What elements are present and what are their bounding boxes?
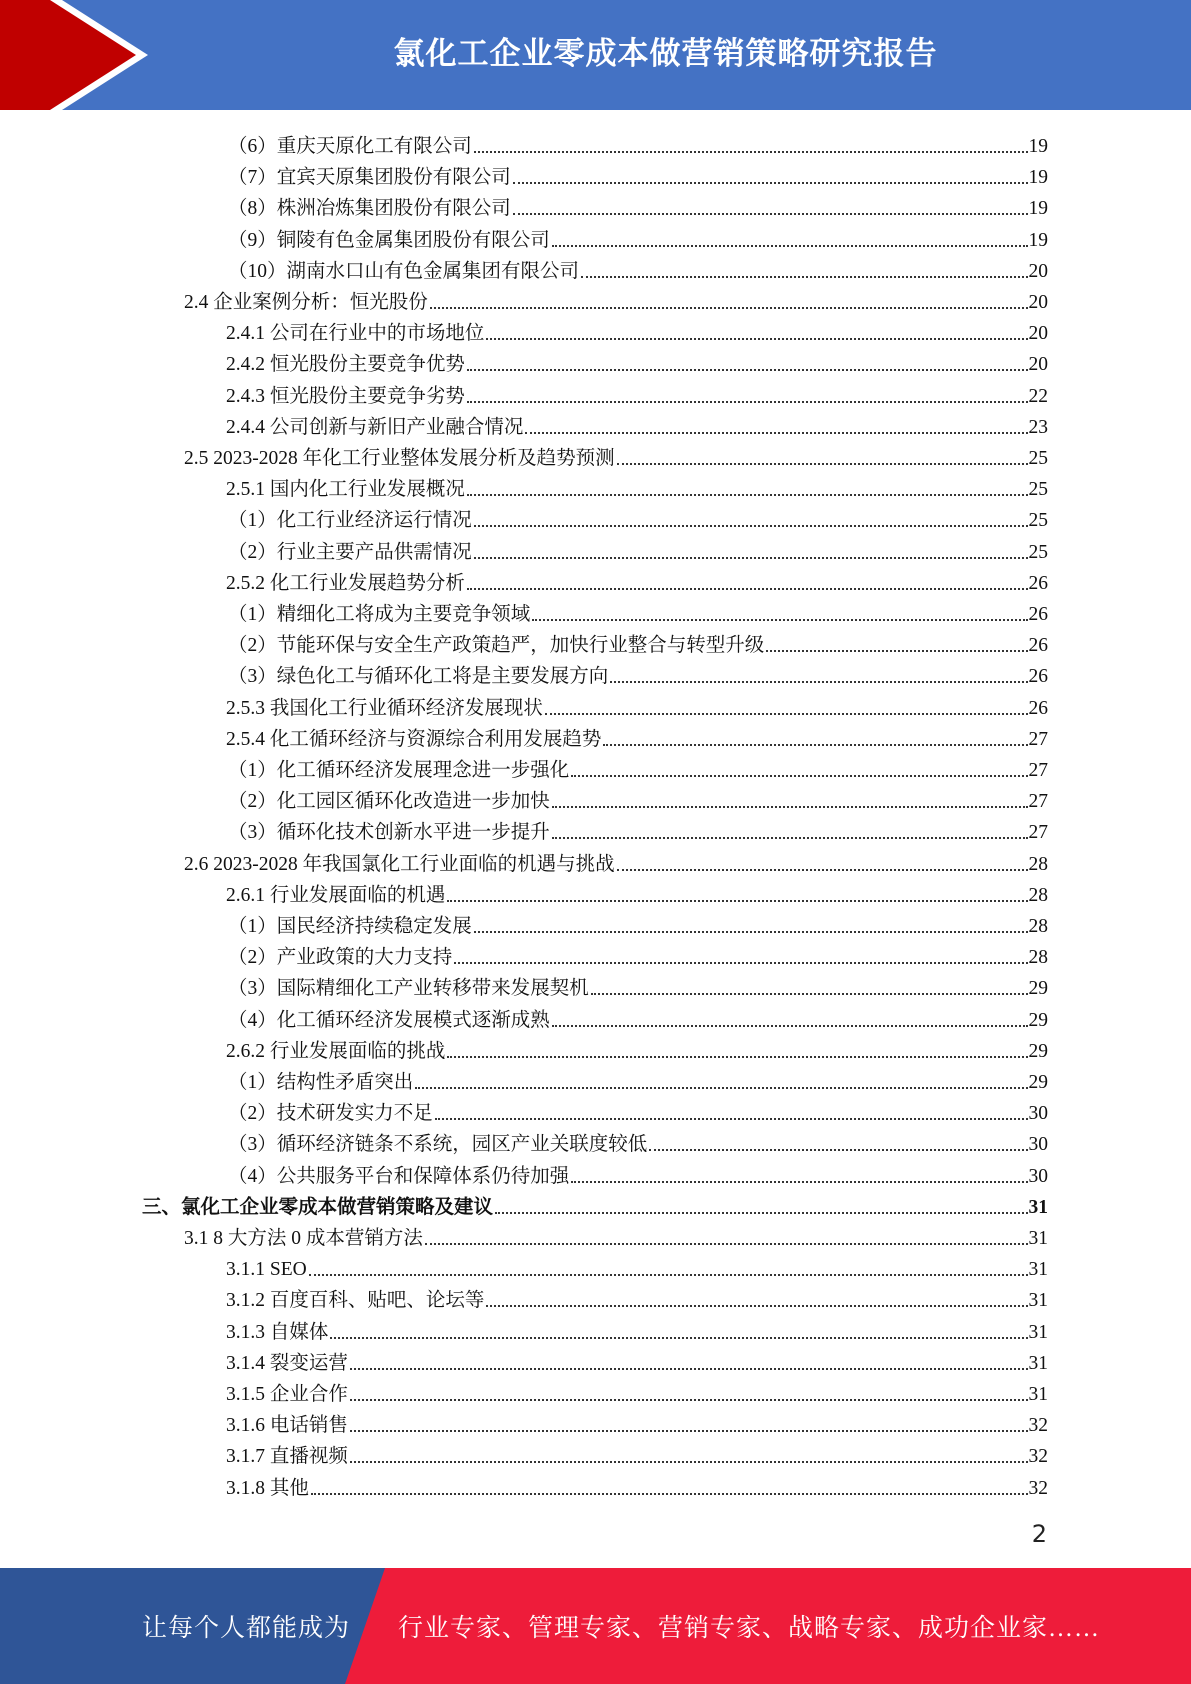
toc-dot-leader [617, 463, 1028, 465]
toc-dot-leader [474, 525, 1028, 527]
toc-dot-leader [486, 338, 1027, 340]
toc-entry-label: 3.1.4 裂变运营 [226, 1352, 348, 1374]
toc-dot-leader [350, 1368, 1028, 1370]
toc-entry[interactable] [228, 158, 1048, 189]
toc-entry-label: （1）国民经济持续稳定发展 [228, 916, 472, 937]
page-number: 2 [1031, 1520, 1047, 1548]
toc-entry-label: 2.5.3 我国化工行业循环经济发展现状 [226, 697, 543, 719]
toc-entry-page-number: 28 [1028, 947, 1048, 969]
toc-dot-leader [474, 151, 1028, 153]
toc-dot-leader [474, 931, 1028, 933]
toc-entry[interactable] [228, 252, 1048, 283]
toc-entry-label: （2）节能环保与安全生产政策趋严，加快行业整合与转型升级 [228, 635, 765, 657]
toc-entry[interactable] [226, 1250, 1048, 1281]
toc-dot-leader [552, 245, 1028, 247]
toc-dot-leader [552, 806, 1028, 808]
toc-dot-leader [350, 1399, 1028, 1401]
toc-entry-page-number: 20 [1028, 354, 1048, 376]
toc-dot-leader [552, 1025, 1028, 1027]
toc-dot-leader [467, 494, 1028, 496]
toc-entry-label: 3.1.1 SEO [226, 1259, 307, 1281]
toc-entry-page-number: 31 [1028, 1259, 1048, 1281]
toc-entry-label: （4）公共服务平台和保障体系仍待加强 [228, 1165, 570, 1187]
toc-entry[interactable] [226, 876, 1048, 907]
toc-entry-page-number: 25 [1028, 510, 1048, 532]
toc-entry-label: 2.6.2 行业发展面临的挑战 [226, 1040, 446, 1062]
toc-entry[interactable] [226, 564, 1048, 595]
toc-entry-page-number: 32 [1028, 1477, 1048, 1499]
toc-entry[interactable] [228, 938, 1048, 969]
toc-entry[interactable] [228, 1125, 1048, 1156]
toc-entry-page-number: 26 [1028, 635, 1048, 657]
toc-dot-leader [649, 1149, 1027, 1151]
toc-entry-page-number: 30 [1028, 1165, 1048, 1187]
toc-dot-leader [350, 1461, 1028, 1463]
toc-entry[interactable] [226, 1406, 1048, 1437]
toc-dot-leader [435, 1118, 1028, 1120]
toc-entry[interactable] [226, 1437, 1048, 1468]
toc-entry[interactable] [228, 189, 1048, 220]
toc-entry[interactable] [228, 1001, 1048, 1032]
toc-entry-label: 3.1.3 自媒体 [226, 1321, 329, 1343]
toc-dot-leader [571, 1181, 1027, 1183]
toc-entry-label: 2.4 企业案例分析：恒光股份 [184, 292, 428, 313]
toc-entry-label: （3）循环化技术创新水平进一步提升 [228, 822, 550, 844]
toc-entry[interactable] [226, 1469, 1048, 1500]
toc-dot-leader [525, 432, 1027, 434]
toc-entry-label: （3）绿色化工与循环化工将是主要发展方向 [228, 666, 609, 688]
toc-entry-label: 3.1.5 企业合作 [226, 1384, 348, 1405]
toc-entry-label: （2）技术研发实力不足 [228, 1103, 433, 1125]
page-footer [0, 1568, 1191, 1684]
toc-entry-page-number: 30 [1028, 1103, 1048, 1125]
toc-dot-leader [495, 1212, 1027, 1214]
toc-entry[interactable] [228, 657, 1048, 688]
toc-entry-page-number: 25 [1028, 479, 1048, 501]
toc-entry-label: （8）株洲冶炼集团股份有限公司 [228, 198, 511, 220]
toc-entry-page-number: 27 [1028, 791, 1048, 813]
toc-entry[interactable] [228, 221, 1048, 252]
toc-entry[interactable] [226, 345, 1048, 376]
toc-entry-page-number: 28 [1028, 916, 1048, 937]
toc-entry[interactable] [228, 1094, 1048, 1125]
document-title: 氯化工企业零成本做营销策略研究报告 [393, 35, 938, 72]
toc-dot-leader [309, 1274, 1028, 1276]
toc-entry-page-number: 27 [1028, 822, 1048, 844]
toc-entry[interactable] [228, 813, 1048, 844]
toc-entry-label: 2.5 2023-2028 年化工行业整体发展分析及趋势预测 [184, 448, 615, 469]
toc-entry-label: （4）化工循环经济发展模式逐渐成熟 [228, 1009, 550, 1031]
toc-entry-page-number: 26 [1028, 697, 1048, 719]
toc-entry-page-number: 28 [1028, 853, 1048, 875]
toc-entry[interactable] [228, 907, 1048, 938]
toc-entry[interactable] [226, 1344, 1048, 1375]
toc-entry-page-number: 20 [1028, 323, 1048, 345]
toc-entry[interactable] [228, 782, 1048, 813]
toc-entry-page-number: 31 [1028, 1228, 1048, 1249]
toc-entry[interactable] [228, 501, 1048, 532]
footer-slogan-left: 让每个人都能成为 [142, 1615, 351, 1642]
toc-entry-label: （7）宜宾天原集团股份有限公司 [228, 167, 511, 189]
toc-entry-page-number: 32 [1028, 1446, 1048, 1468]
toc-entry-page-number: 31 [1028, 1321, 1048, 1343]
toc-entry[interactable] [228, 969, 1048, 1000]
toc-entry-page-number: 27 [1028, 760, 1048, 781]
toc-entry-label: （10）湖南水口山有色金属集团有限公司 [228, 260, 580, 282]
page-header [0, 0, 1191, 110]
toc-entry-label: 2.4.1 公司在行业中的市场地位 [226, 323, 485, 345]
toc-entry-label: （6）重庆天原化工有限公司 [228, 136, 472, 157]
header-chevron-decoration [0, 0, 160, 110]
toc-entry-page-number: 25 [1028, 448, 1048, 469]
toc-entry[interactable] [226, 1375, 1048, 1406]
toc-entry-label: （1）化工行业经济运行情况 [228, 510, 472, 532]
toc-entry-page-number: 31 [1028, 1290, 1048, 1312]
toc-entry-label: 3.1.6 电话销售 [226, 1415, 348, 1437]
toc-dot-leader [467, 369, 1028, 371]
toc-entry-label: 3.1.2 百度百科、贴吧、论坛等 [226, 1290, 485, 1312]
toc-entry-page-number: 29 [1028, 1040, 1048, 1062]
toc-entry[interactable] [226, 689, 1048, 720]
toc-dot-leader [350, 1430, 1028, 1432]
toc-entry-label: 2.5.1 国内化工行业发展概况 [226, 479, 465, 501]
toc-entry-page-number: 31 [1028, 1384, 1048, 1405]
toc-dot-leader [766, 650, 1027, 652]
toc-entry-page-number: 27 [1028, 728, 1048, 750]
toc-entry-label: （2）行业主要产品供需情况 [228, 541, 472, 563]
toc-entry[interactable] [184, 439, 1048, 470]
toc-entry-label: 2.4.4 公司创新与新旧产业融合情况 [226, 416, 524, 438]
toc-entry-page-number: 30 [1028, 1134, 1048, 1156]
toc-entry-page-number: 20 [1028, 260, 1048, 282]
toc-dot-leader [454, 962, 1027, 964]
toc-entry-page-number: 29 [1028, 1009, 1048, 1031]
toc-entry-label: （2）化工园区循环化改造进一步加快 [228, 791, 550, 813]
toc-entry-page-number: 26 [1028, 572, 1048, 594]
toc-entry-label: （9）铜陵有色金属集团股份有限公司 [228, 229, 550, 251]
toc-dot-leader [467, 588, 1028, 590]
toc-dot-leader [532, 619, 1027, 621]
toc-dot-leader [603, 744, 1027, 746]
toc-entry-label: 2.4.3 恒光股份主要竞争劣势 [226, 385, 465, 407]
toc-entry-page-number: 22 [1028, 385, 1048, 407]
toc-dot-leader [581, 276, 1027, 278]
toc-entry[interactable] [226, 377, 1048, 408]
toc-entry-page-number: 31 [1028, 1196, 1048, 1218]
toc-dot-leader [474, 557, 1028, 559]
toc-entry-page-number: 32 [1028, 1415, 1048, 1437]
toc-entry-label: （3）国际精细化工产业转移带来发展契机 [228, 978, 589, 1000]
toc-entry[interactable] [226, 1281, 1048, 1312]
toc-dot-leader [545, 713, 1028, 715]
toc-entry-page-number: 20 [1028, 292, 1048, 313]
toc-entry-page-number: 28 [1028, 884, 1048, 906]
toc-dot-leader [610, 681, 1027, 683]
toc-entry[interactable] [226, 314, 1048, 345]
toc-entry[interactable] [228, 1063, 1048, 1094]
toc-entry[interactable] [226, 720, 1048, 751]
toc-dot-leader [430, 307, 1028, 309]
toc-entry[interactable] [184, 283, 1048, 314]
toc-entry-page-number: 19 [1028, 198, 1048, 220]
toc-entry-page-number: 29 [1028, 1072, 1048, 1093]
toc-dot-leader [486, 1305, 1027, 1307]
toc-entry[interactable] [228, 595, 1048, 626]
toc-entry-label: 三、氯化工企业零成本做营销策略及建议 [142, 1196, 494, 1218]
toc-entry-page-number: 19 [1028, 167, 1048, 189]
toc-entry-label: 3.1 8 大方法 0 成本营销方法 [184, 1228, 423, 1249]
toc-dot-leader [447, 900, 1027, 902]
toc-entry-label: 2.4.2 恒光股份主要竞争优势 [226, 354, 465, 376]
toc-entry-page-number: 19 [1028, 136, 1048, 157]
toc-entry-page-number: 23 [1028, 416, 1048, 438]
toc-dot-leader [330, 1337, 1027, 1339]
toc-entry-label: （1）化工循环经济发展理念进一步强化 [228, 760, 570, 781]
toc-dot-leader [617, 869, 1028, 871]
toc-entry[interactable] [226, 408, 1048, 439]
toc-dot-leader [571, 775, 1027, 777]
toc-dot-leader [311, 1493, 1028, 1495]
toc-entry-label: （1）精细化工将成为主要竞争领域 [228, 604, 531, 625]
toc-entry-label: 2.5.4 化工循环经济与资源综合利用发展趋势 [226, 728, 602, 750]
toc-entry-label: （2）产业政策的大力支持 [228, 947, 453, 969]
toc-entry[interactable] [228, 751, 1048, 782]
toc-entry-page-number: 26 [1028, 666, 1048, 688]
toc-dot-leader [415, 1087, 1027, 1089]
toc-entry[interactable] [226, 470, 1048, 501]
toc-dot-leader [591, 993, 1028, 995]
toc-entry-label: 2.6 2023-2028 年我国氯化工行业面临的机遇与挑战 [184, 853, 615, 875]
toc-entry[interactable] [228, 127, 1048, 158]
toc-entry[interactable] [226, 1313, 1048, 1344]
toc-entry-page-number: 31 [1028, 1352, 1048, 1374]
toc-entry-page-number: 25 [1028, 541, 1048, 563]
toc-entry-label: 3.1.8 其他 [226, 1477, 309, 1499]
toc-entry[interactable] [226, 1032, 1048, 1063]
toc-entry-label: 3.1.7 直播视频 [226, 1446, 348, 1468]
toc-entry-label: （1）结构性矛盾突出 [228, 1072, 414, 1093]
toc-entry[interactable] [184, 845, 1048, 876]
toc-dot-leader [513, 213, 1028, 215]
toc-entry-page-number: 29 [1028, 978, 1048, 1000]
toc-entry-label: （3）循环经济链条不系统，园区产业关联度较低 [228, 1134, 648, 1156]
toc-entry[interactable] [228, 533, 1048, 564]
toc-dot-leader [467, 401, 1028, 403]
toc-dot-leader [513, 182, 1028, 184]
toc-dot-leader [552, 837, 1028, 839]
toc-entry-label: 2.5.2 化工行业发展趋势分析 [226, 572, 465, 594]
toc-entry[interactable] [142, 1188, 1048, 1219]
toc-entry[interactable] [184, 1219, 1048, 1250]
toc-entry-label: 2.6.1 行业发展面临的机遇 [226, 884, 446, 906]
toc-entry[interactable] [228, 1157, 1048, 1188]
toc-entry-page-number: 19 [1028, 229, 1048, 251]
toc-dot-leader [447, 1056, 1027, 1058]
toc-entry-page-number: 26 [1028, 604, 1048, 625]
toc-dot-leader [425, 1243, 1028, 1245]
toc-entry[interactable] [228, 626, 1048, 657]
footer-slogan-right: 行业专家、管理专家、营销专家、战略专家、成功企业家…… [398, 1615, 1101, 1642]
